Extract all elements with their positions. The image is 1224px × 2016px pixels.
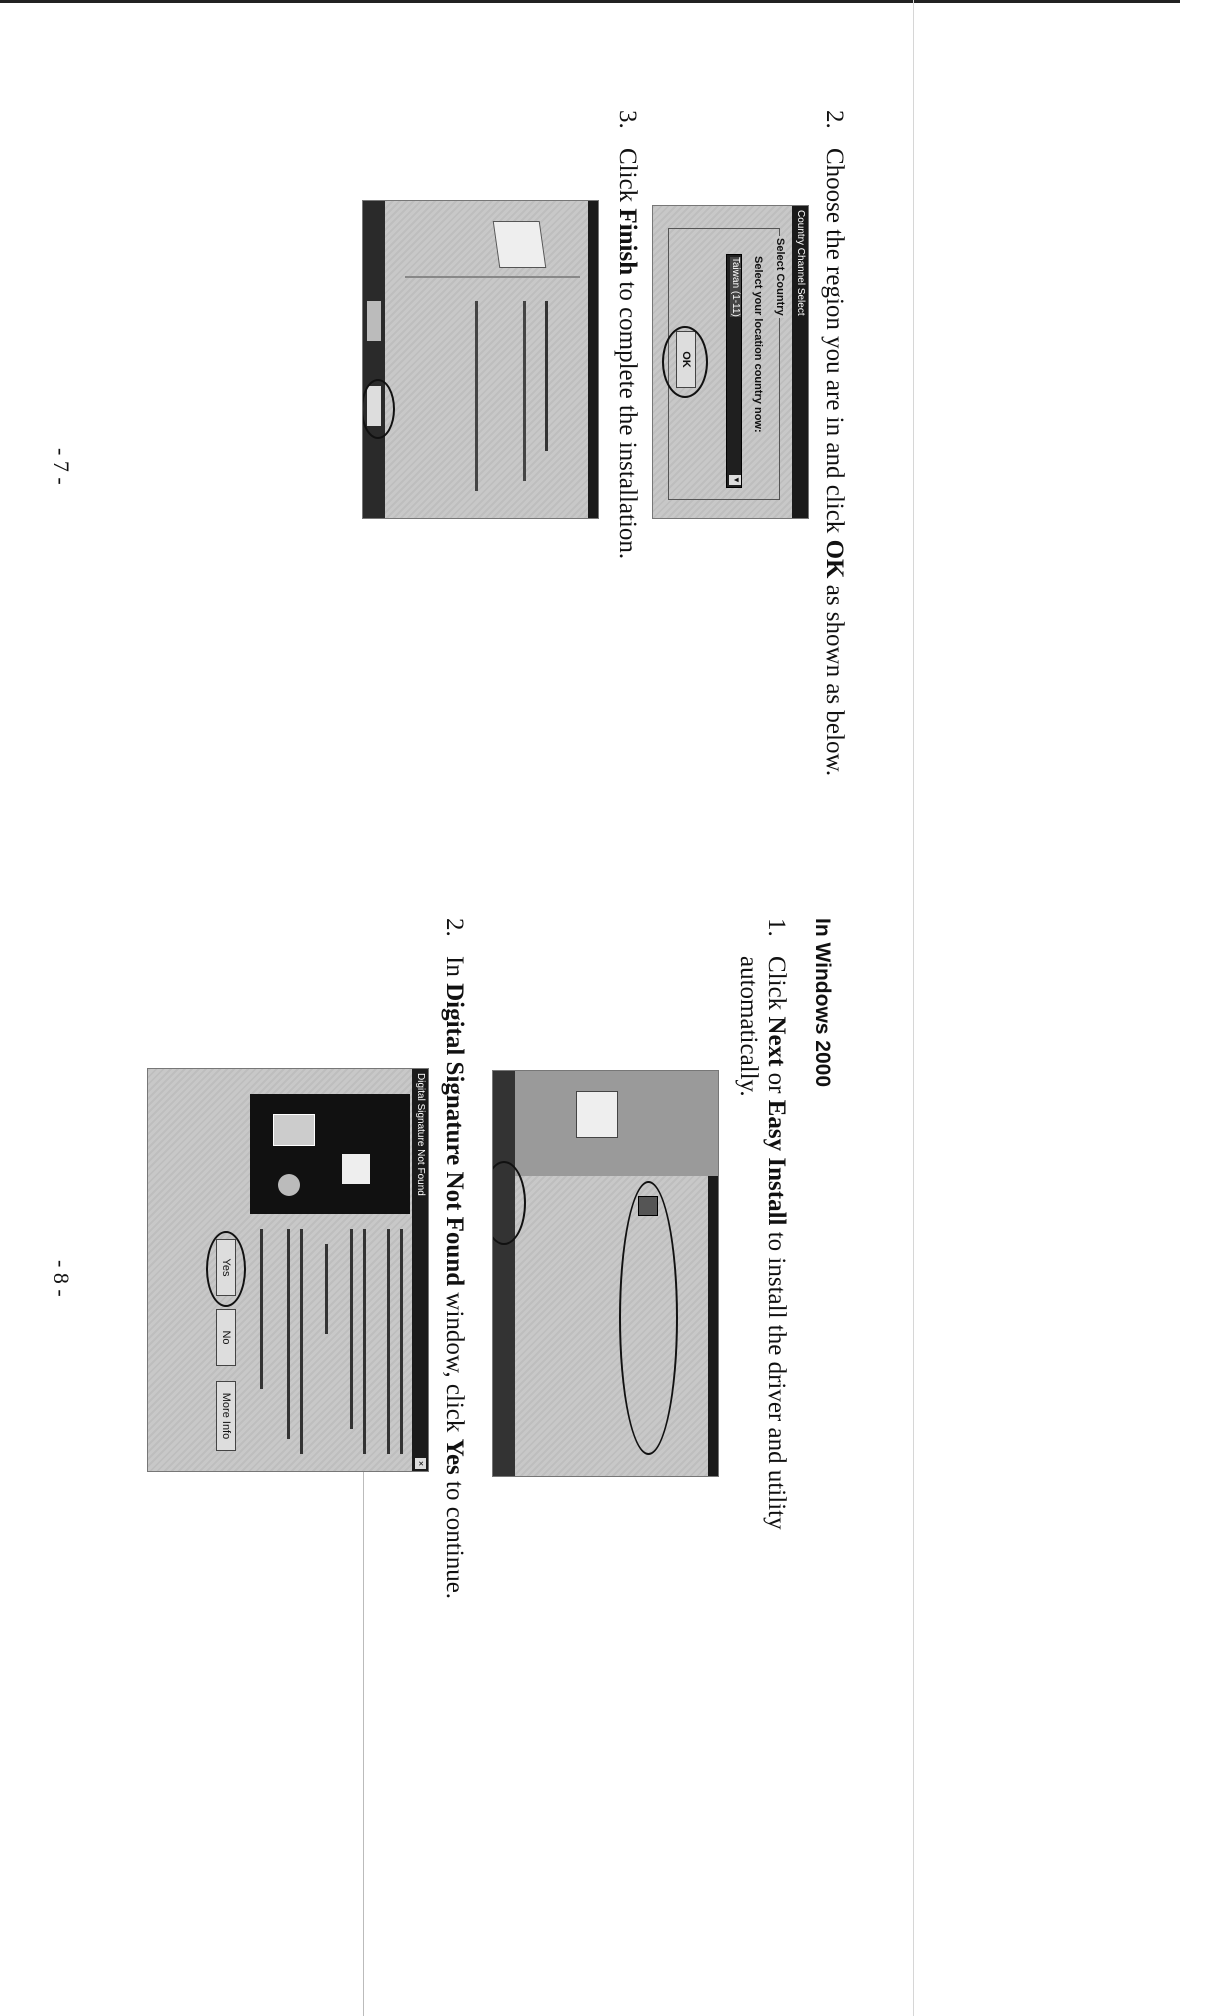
text: Choose the region you are in and click (821, 148, 848, 540)
more-info-button[interactable]: More Info (216, 1381, 236, 1451)
text-line (400, 1229, 403, 1454)
text-line (387, 1229, 390, 1454)
dropdown-selected-value: Taiwan (1-11) (730, 257, 741, 317)
text-line (545, 301, 548, 451)
yes-highlight-ellipse (206, 1231, 246, 1307)
computer-icon (576, 1091, 618, 1138)
step-number: 2. (821, 110, 848, 129)
text-line (523, 301, 526, 481)
country-dropdown[interactable] (726, 254, 742, 488)
back-button[interactable] (367, 301, 381, 341)
text-line (300, 1229, 303, 1454)
text: as shown as below. (821, 578, 848, 777)
text-line (475, 301, 478, 491)
dialog-titlebar (412, 1069, 428, 1471)
page-number-7: - 7 - (49, 448, 74, 485)
dialog-titlebar: Country Channel Select (792, 206, 808, 518)
finish-bold: Finish (614, 208, 641, 276)
step-number: 1. (763, 918, 790, 937)
step-number: 2. (441, 918, 468, 937)
no-button[interactable]: No (216, 1309, 236, 1366)
ok-highlight-ellipse (662, 326, 708, 398)
text: to complete the installation. (614, 275, 641, 560)
step-3-click-finish (613, 110, 641, 559)
finish-screenshot (362, 200, 599, 519)
select-country-heading: Select Country (774, 238, 786, 316)
easy-install-bold: Easy Install (763, 1099, 790, 1226)
disc-icon (278, 1174, 300, 1196)
dialog-footer-bar (363, 201, 385, 518)
dialog-separator (405, 276, 580, 278)
page-number-8: - 8 - (49, 1260, 74, 1297)
step-1-continuation: automatically. (735, 956, 762, 1097)
step-2-choose-region (820, 110, 848, 776)
step-1-click-next (762, 918, 790, 1530)
text: Click (614, 148, 641, 209)
text: In (441, 956, 468, 984)
step-2-digital-signature (440, 918, 468, 1599)
next-bold: Next (763, 1016, 790, 1067)
digital-signature-screenshot (147, 1068, 429, 1472)
ok-button[interactable]: OK (676, 331, 696, 388)
text-line (260, 1229, 263, 1389)
text: to install the driver and utility (763, 1225, 790, 1530)
dialog-titlebar (588, 201, 598, 518)
text: Click (763, 956, 790, 1017)
computer-icon (493, 221, 547, 268)
text-line (350, 1229, 353, 1429)
yes-bold: Yes (441, 1438, 468, 1475)
step-number: 3. (614, 110, 641, 129)
computer-icon (273, 1114, 315, 1146)
close-icon[interactable]: × (415, 1458, 426, 1469)
text: or (763, 1066, 790, 1100)
text: to continue. (441, 1474, 468, 1600)
text-line (363, 1229, 366, 1454)
yes-button[interactable]: Yes (216, 1239, 236, 1296)
dialog-footer-bar (493, 1071, 515, 1476)
digital-signature-bold: Digital Signature Not Found (441, 983, 468, 1287)
chevron-down-icon[interactable]: ▼ (729, 475, 741, 485)
text-line (325, 1244, 328, 1334)
signature-illustration (250, 1094, 410, 1214)
ok-bold: OK (821, 539, 848, 579)
easy-install-highlight-ellipse (619, 1181, 678, 1455)
section-heading: In Windows 2000 (811, 918, 834, 1088)
monitor-icon (342, 1154, 370, 1184)
country-select-screenshot (652, 205, 809, 519)
text: window, click (441, 1286, 468, 1439)
location-prompt: Select your location country now: (752, 256, 764, 433)
text-line (287, 1229, 290, 1439)
dialog-title: Digital Signature Not Found (415, 1073, 426, 1196)
finish-highlight-ellipse (362, 379, 395, 439)
setup-screenshot (492, 1070, 719, 1477)
